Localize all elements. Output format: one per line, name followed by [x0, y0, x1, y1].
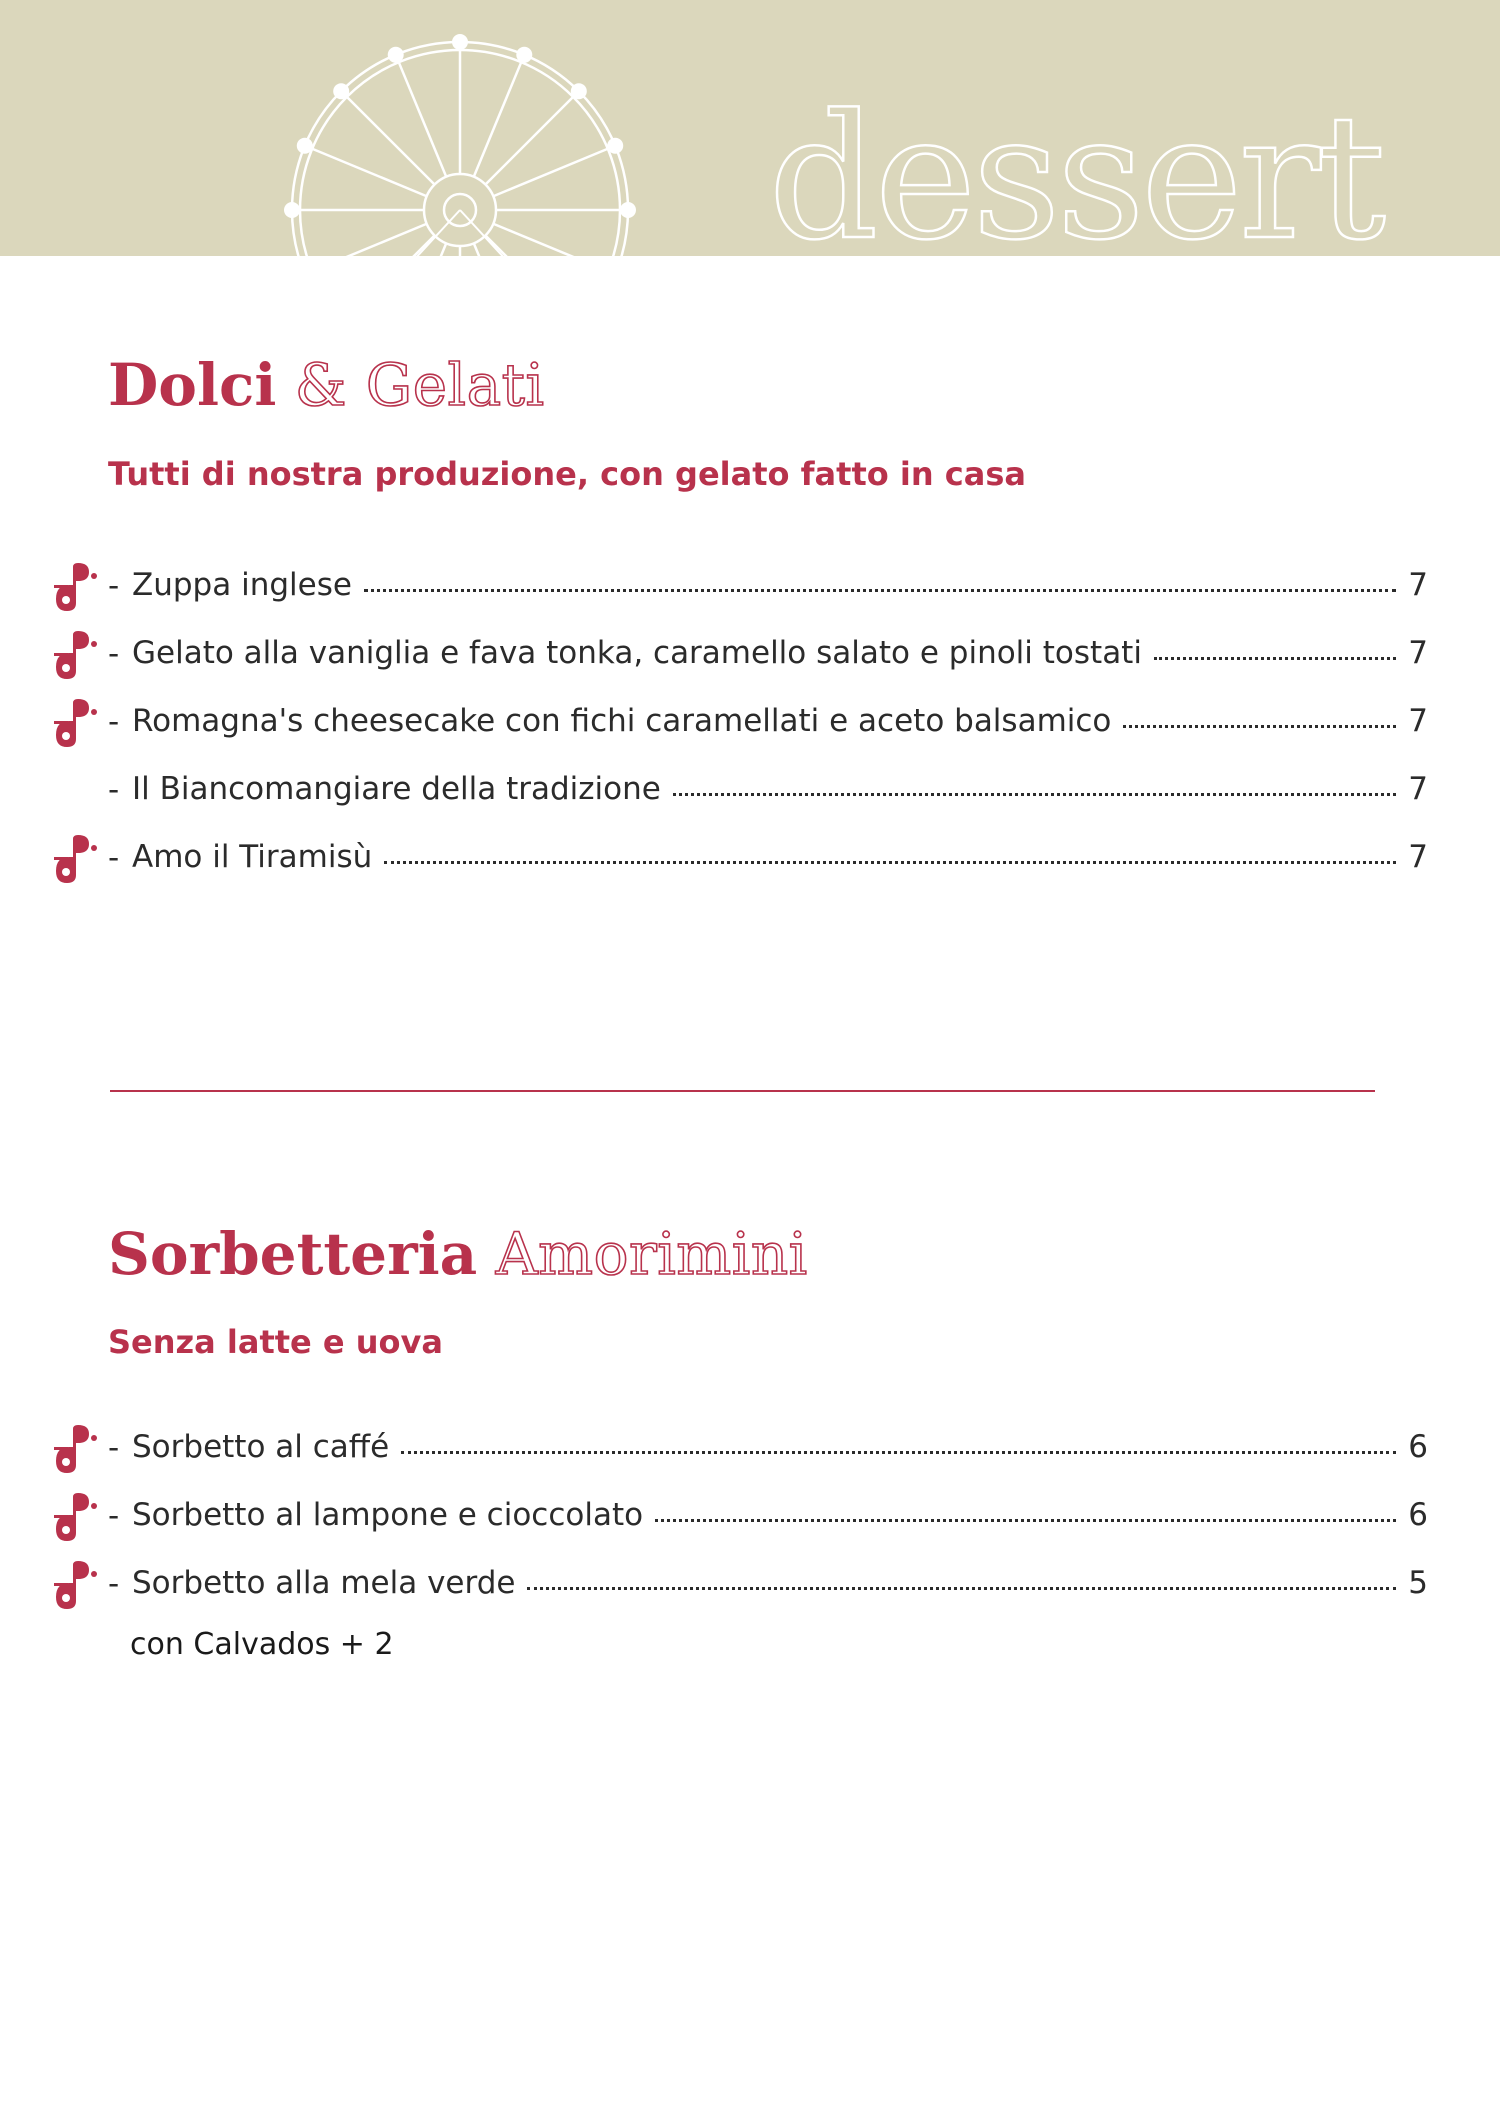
section-title-light: Amorimini	[495, 1220, 808, 1288]
menu-list-dolci	[0, 556, 1500, 896]
menu-item	[0, 692, 1500, 760]
menu-item-name: Sorbetto alla mela verde	[132, 1565, 516, 1601]
menu-item-name: Sorbetto al lampone e cioccolato	[132, 1497, 644, 1533]
menu-item-row	[132, 1430, 1428, 1466]
house-logo-icon	[48, 831, 102, 885]
house-logo-icon	[48, 1557, 102, 1611]
menu-item-name: Sorbetto al caffé	[132, 1429, 390, 1465]
menu-item-dash: -	[108, 1498, 120, 1534]
dot-leader	[655, 1519, 1396, 1522]
menu-item	[0, 828, 1500, 896]
house-logo-icon	[48, 627, 102, 681]
house-logo-icon	[48, 1421, 102, 1475]
dot-leader	[527, 1587, 1396, 1590]
menu-item-name: Romagna's cheesecake con fichi caramellati e aceto balsamico	[132, 703, 1112, 739]
dot-leader	[1154, 657, 1396, 660]
dot-leader	[1123, 725, 1396, 728]
menu-item-name: Gelato alla vaniglia e fava tonka, caramello salato e pinoli tostati	[132, 635, 1142, 671]
menu-item-dash: -	[108, 704, 120, 740]
menu-item-row	[132, 568, 1428, 604]
section-subtitle: Senza latte e uova	[108, 1323, 443, 1361]
dot-leader	[401, 1451, 1396, 1454]
menu-item-dash: -	[108, 636, 120, 672]
menu-item-row	[132, 1498, 1428, 1534]
section-title-strong: Dolci	[108, 351, 277, 419]
menu-item-price: 7	[1408, 771, 1428, 807]
menu-item-price: 6	[1408, 1497, 1428, 1533]
section-divider	[110, 1090, 1375, 1092]
menu-item-price: 5	[1408, 1565, 1428, 1601]
menu-item-row	[132, 1566, 1428, 1602]
menu-item	[0, 1418, 1500, 1486]
menu-item	[0, 624, 1500, 692]
menu-item	[0, 556, 1500, 624]
menu-item-price: 7	[1408, 567, 1428, 603]
menu-item-dash: -	[108, 568, 120, 604]
page-title: dessert	[768, 77, 1382, 278]
section-subtitle: Tutti di nostra produzione, con gelato fatto in casa	[108, 455, 1026, 493]
section-title-sorbetteria	[108, 1220, 808, 1288]
ferris-wheel-icon	[250, 20, 710, 340]
menu-item-dash: -	[108, 1430, 120, 1466]
menu-item	[0, 1486, 1500, 1554]
menu-list-sorbetteria	[0, 1418, 1500, 1622]
dot-leader	[384, 861, 1396, 864]
menu-item-name: Zuppa inglese	[132, 567, 352, 603]
menu-item-dash: -	[108, 1566, 120, 1602]
menu-item-dash: -	[108, 840, 120, 876]
menu-item	[0, 760, 1500, 828]
section-title-light: & Gelati	[294, 351, 545, 419]
menu-item-price: 7	[1408, 839, 1428, 875]
menu-item-price: 6	[1408, 1429, 1428, 1465]
menu-item-name: Il Biancomangiare della tradizione	[132, 771, 661, 807]
menu-item-price: 7	[1408, 635, 1428, 671]
menu-item-price: 7	[1408, 703, 1428, 739]
menu-item-row	[132, 772, 1428, 808]
menu-item-name: Amo il Tiramisù	[132, 839, 373, 875]
house-logo-icon	[48, 1489, 102, 1543]
menu-item-dash: -	[108, 772, 120, 808]
menu-item-row	[132, 840, 1428, 876]
header-banner	[0, 0, 1500, 278]
menu-item-note: con Calvados + 2	[130, 1627, 394, 1662]
dot-leader	[364, 589, 1396, 592]
menu-item-row	[132, 704, 1428, 740]
section-title-dolci	[108, 351, 545, 419]
house-logo-icon	[48, 559, 102, 613]
section-title-strong: Sorbetteria	[108, 1220, 478, 1288]
menu-item	[0, 1554, 1500, 1622]
house-logo-icon	[48, 695, 102, 749]
menu-item-row	[132, 636, 1428, 672]
dot-leader	[673, 793, 1396, 796]
